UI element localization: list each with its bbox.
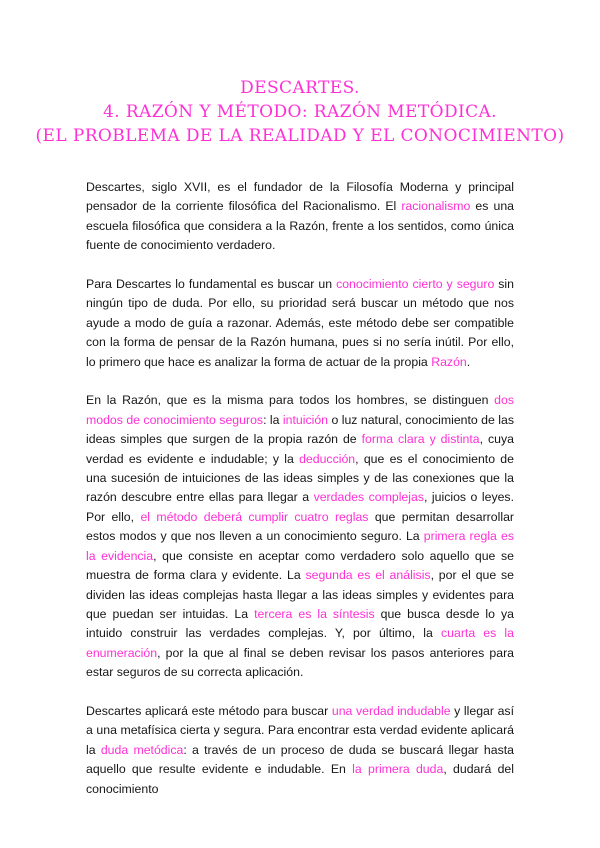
highlighted-term: verdades complejas [313, 490, 424, 505]
paragraph-text: sin ningún tipo de duda. Por ello, su prioridad será buscar un método que nos ayude a modo de guía a razonar. Además, este método debe ser compatible con la forma de pensar de la Razón humana, pues si no sería inútil. Por ello, lo primero que hace es analizar la forma de actuar de la propia [86, 277, 515, 369]
paragraph-text: o luz natural, conocimiento de las ideas simples que surgen de la propia razón de [86, 412, 514, 447]
document-body [86, 178, 514, 818]
highlighted-term: racionalismo [401, 199, 471, 214]
highlighted-term: una verdad indudable [331, 703, 451, 718]
paragraph-text: : a través de un proceso de duda se buscará llegar hasta aquello que resulte evidente e indudable. En [86, 742, 514, 777]
paragraph-text: , por la que al final se deben revisar los pasos anteriores para estar seguros de su correcta aplicación. [86, 645, 514, 680]
highlighted-term: la primera duda [352, 762, 444, 777]
document-title [0, 76, 600, 148]
paragraph [86, 275, 514, 372]
paragraph-text: , que es el conocimiento de una sucesión de intuiciones de las ideas simples y de las conexiones que la razón descubre entre ellas para llegar a [86, 451, 514, 505]
highlighted-term: cuarta es la enumeración [86, 626, 514, 660]
highlighted-term: dos modos de conocimiento seguros [86, 393, 514, 427]
highlighted-term: primera regla es la evidencia [86, 529, 514, 563]
paragraph-text: : la [263, 412, 283, 427]
paragraph-text: Descartes aplicará este método para buscar [86, 703, 332, 718]
title-line-subtitle: (EL PROBLEMA DE LA REALIDAD Y EL CONOCIMIENTO) [35, 126, 565, 146]
title-line-section: 4. RAZÓN Y MÉTODO: RAZÓN METÓDICA. [103, 102, 497, 122]
paragraph-text: que permitan desarrollar estos modos y que nos lleven a un conocimiento seguro. La [86, 509, 515, 544]
paragraph-text: . [466, 354, 471, 369]
paragraph-text: , por el que se dividen las ideas complejas hasta llegar a las ideas simples y evidentes para que puedan ser intuidas. La [86, 568, 514, 621]
highlighted-term: el método deberá cumplir cuatro reglas [140, 509, 369, 524]
paragraph-text: , cuya verdad es evidente e indudable; y la [86, 432, 514, 466]
paragraph [86, 702, 514, 799]
paragraph-text: En la Razón, que es la misma para todos los hombres, se distinguen [86, 393, 495, 408]
title-line-descartes: DESCARTES. [240, 78, 360, 98]
highlighted-term: Razón [431, 354, 467, 369]
paragraph-text: , dudará del conocimiento [86, 762, 514, 796]
highlighted-term: intuición [282, 412, 329, 427]
highlighted-term: forma clara y distinta [361, 432, 480, 447]
paragraph-text: es una escuela filosófica que considera a la Razón, frente a los sentidos, como única fuente de conocimiento verdadero. [86, 199, 514, 253]
paragraph-text: y llegar así a una metafísica cierta y segura. Para encontrar esta verdad evidente aplicará la [86, 703, 514, 757]
highlighted-term: tercera es la síntesis [254, 606, 375, 621]
highlighted-term: conocimiento cierto y seguro [336, 277, 495, 292]
paragraph-text: Para Descartes lo fundamental es buscar un [86, 277, 337, 292]
paragraph-text: Descartes, siglo XVII, es el fundador de la Filosofía Moderna y principal pensador de la corriente filosófica del Racionalismo. El [86, 180, 514, 214]
highlighted-term: deducción [299, 451, 356, 466]
paragraph-text: que busca desde lo ya intuido construir las verdades complejas. Y, por último, la [86, 606, 514, 641]
highlighted-term: duda metódica [100, 742, 184, 757]
paragraph-text: , que consiste en aceptar como verdadero solo aquello que se muestra de forma clara y evidente. La [86, 548, 514, 583]
paragraph-text: , juicios o leyes. Por ello, [86, 490, 514, 524]
paragraph [86, 391, 514, 682]
highlighted-term: segunda es el análisis [305, 568, 431, 583]
paragraph [86, 178, 514, 256]
